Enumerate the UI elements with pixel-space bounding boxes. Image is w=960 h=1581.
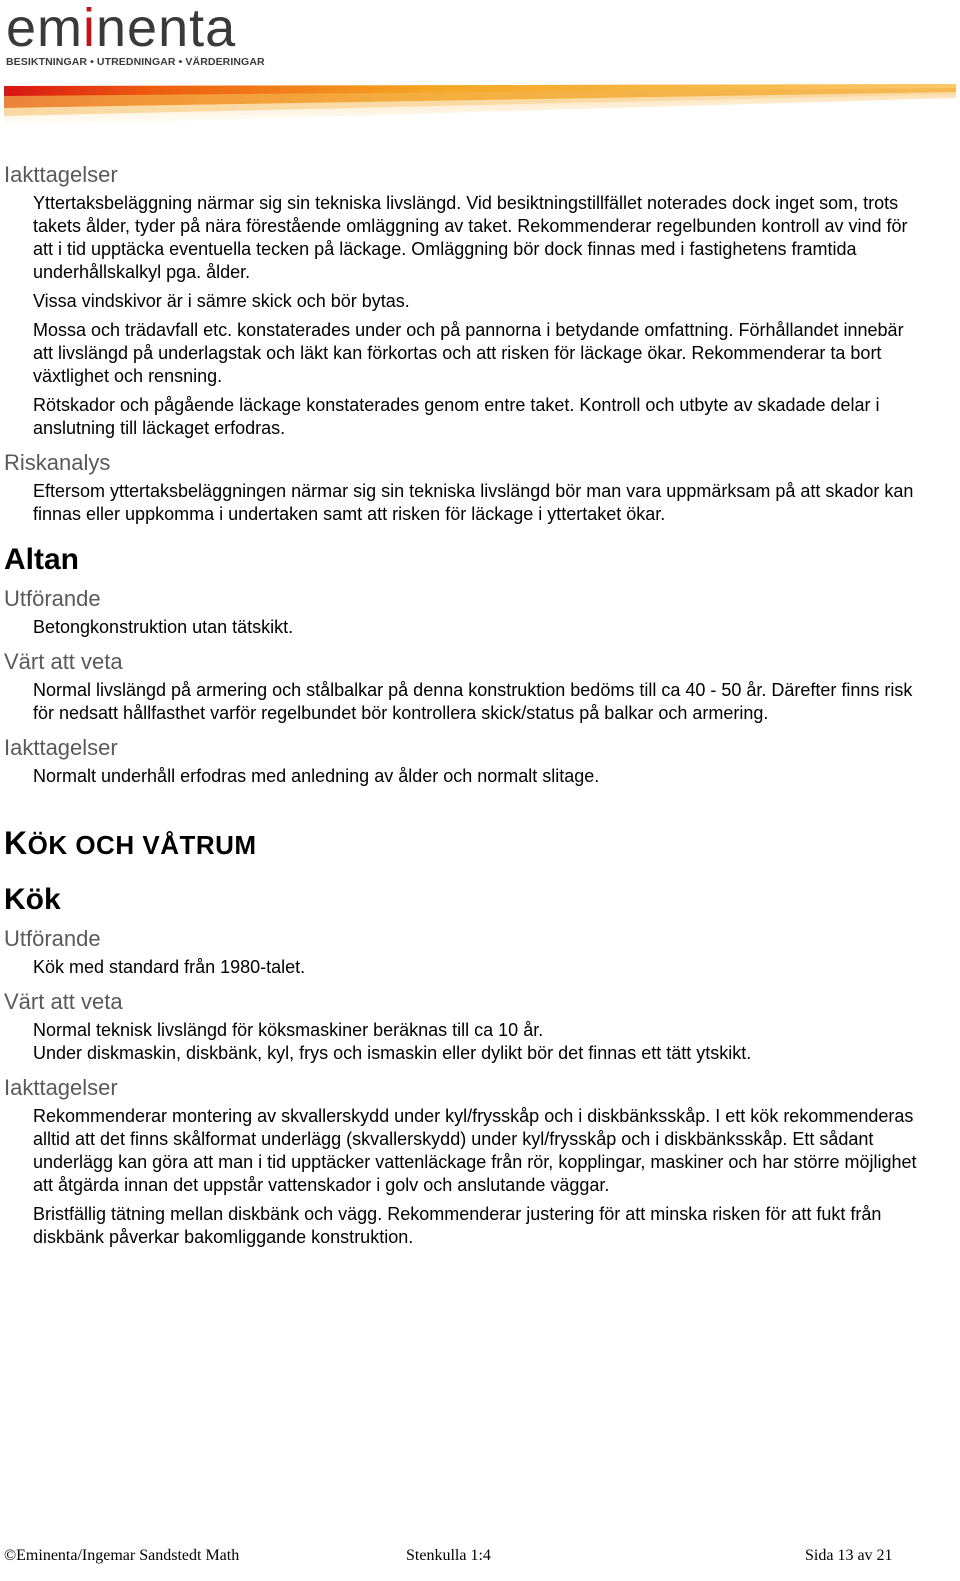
eminenta-logo — [4, 0, 265, 72]
utforande-paragraph: Kök med standard från 1980-talet. — [33, 957, 306, 977]
vart-att-veta-line: Normal teknisk livslängd för köksmaskiner beräknas till ca 10 år. — [33, 1020, 544, 1040]
section-heading-utforande: Utförande — [4, 926, 101, 951]
section-heading-iakttagelser: Iakttagelser — [4, 162, 118, 187]
section-title-kok: Kök — [4, 883, 61, 916]
observation-paragraph: Rekommenderar montering av skvallerskydd under kyl/frysskåp och i diskbänksskåp. I ett kök rekommenderas alltid att det finns skålformat underlägg (skvallerskydd) under kyl/frysskåp och i diskbänksskåp. Ett sådant underlägg kan göra att man i tid upptäcker vattenläckage från rör, kopplingar, maskiner och har större möjlighet att åtgärda innan det uppstår vattenskador i golv och anslutande väggar. — [33, 1106, 917, 1195]
section-heading-iakttagelser: Iakttagelser — [4, 1075, 118, 1100]
observation-paragraph: Mossa och trädavfall etc. konstaterades under och på pannorna i betydande omfattning. Förhållandet innebär att livslängd på underlagstak och läkt kan förkortas och att risken för läckage ökar. Rekommenderar ta bort växtlighet och rensning. — [33, 320, 904, 386]
section-heading-vart-att-veta: Värt att veta — [4, 649, 123, 674]
section-heading-utforande: Utförande — [4, 586, 101, 611]
page-footer — [4, 1547, 914, 1569]
page-content — [4, 158, 924, 1255]
logo-wordmark: eminenta — [6, 0, 237, 58]
chapter-title-kok-och-vatrum: KÖK OCH VÅTRUM — [4, 825, 257, 861]
observation-paragraph: Vissa vindskivor är i sämre skick och bör bytas. — [33, 291, 410, 311]
vart-att-veta-line: Under diskmaskin, diskbänk, kyl, frys och ismaskin eller dylikt bör det finnas ett tätt ytskikt. — [33, 1043, 752, 1063]
section-heading-riskanalys: Riskanalys — [4, 450, 111, 475]
footer-page-number: Sida 13 av 21 — [805, 1547, 893, 1564]
logo-tagline: BESIKTNINGAR • UTREDNINGAR • VÄRDERINGAR — [6, 56, 265, 68]
risk-paragraph: Eftersom yttertaksbeläggningen närmar sig sin tekniska livslängd bör man vara uppmärksam på att skador kan finnas eller uppkomma i undertaken samt att risken för läckage i yttertaket ökar. — [33, 481, 914, 524]
footer-copyright: ©Eminenta/Ingemar Sandstedt Math — [4, 1547, 240, 1564]
section-heading-vart-att-veta: Värt att veta — [4, 989, 123, 1014]
section-heading-iakttagelser: Iakttagelser — [4, 735, 118, 760]
observation-paragraph: Normalt underhåll erfodras med anledning av ålder och normalt slitage. — [33, 766, 600, 786]
header-banner — [4, 82, 956, 126]
vart-att-veta-paragraph: Normal livslängd på armering och stålbalkar på denna konstruktion bedöms till ca 40 - 50 år. Därefter finns risk för nedsatt hållfasthet varför regelbundet bör kontrollera skick/status på balkar och armering. — [33, 680, 913, 723]
section-title-altan: Altan — [4, 543, 79, 576]
observation-paragraph: Bristfällig tätning mellan diskbänk och vägg. Rekommenderar justering för att minska risken för att fukt från diskbänk påverkar bakomliggande konstruktion. — [33, 1204, 882, 1247]
observation-paragraph: Yttertaksbeläggning närmar sig sin tekniska livslängd. Vid besiktningstillfället noterades dock inget som, trots takets ålder, tyder på nära förestående omläggning av taket. Rekommenderar regelbunden kontroll av vind för att i tid upptäcka eventuella tecken på läckage. Omläggning bör dock finnas med i fastighetens framtida underhållskalkyl pga. ålder. — [33, 193, 908, 282]
utforande-paragraph: Betongkonstruktion utan tätskikt. — [33, 617, 294, 637]
observation-paragraph: Rötskador och pågående läckage konstaterades genom entre taket. Kontroll och utbyte av skadade delar i anslutning till läckaget erfodras. — [33, 395, 880, 438]
vart-att-veta-paragraph — [33, 1019, 924, 1065]
footer-property: Stenkulla 1:4 — [406, 1547, 491, 1564]
